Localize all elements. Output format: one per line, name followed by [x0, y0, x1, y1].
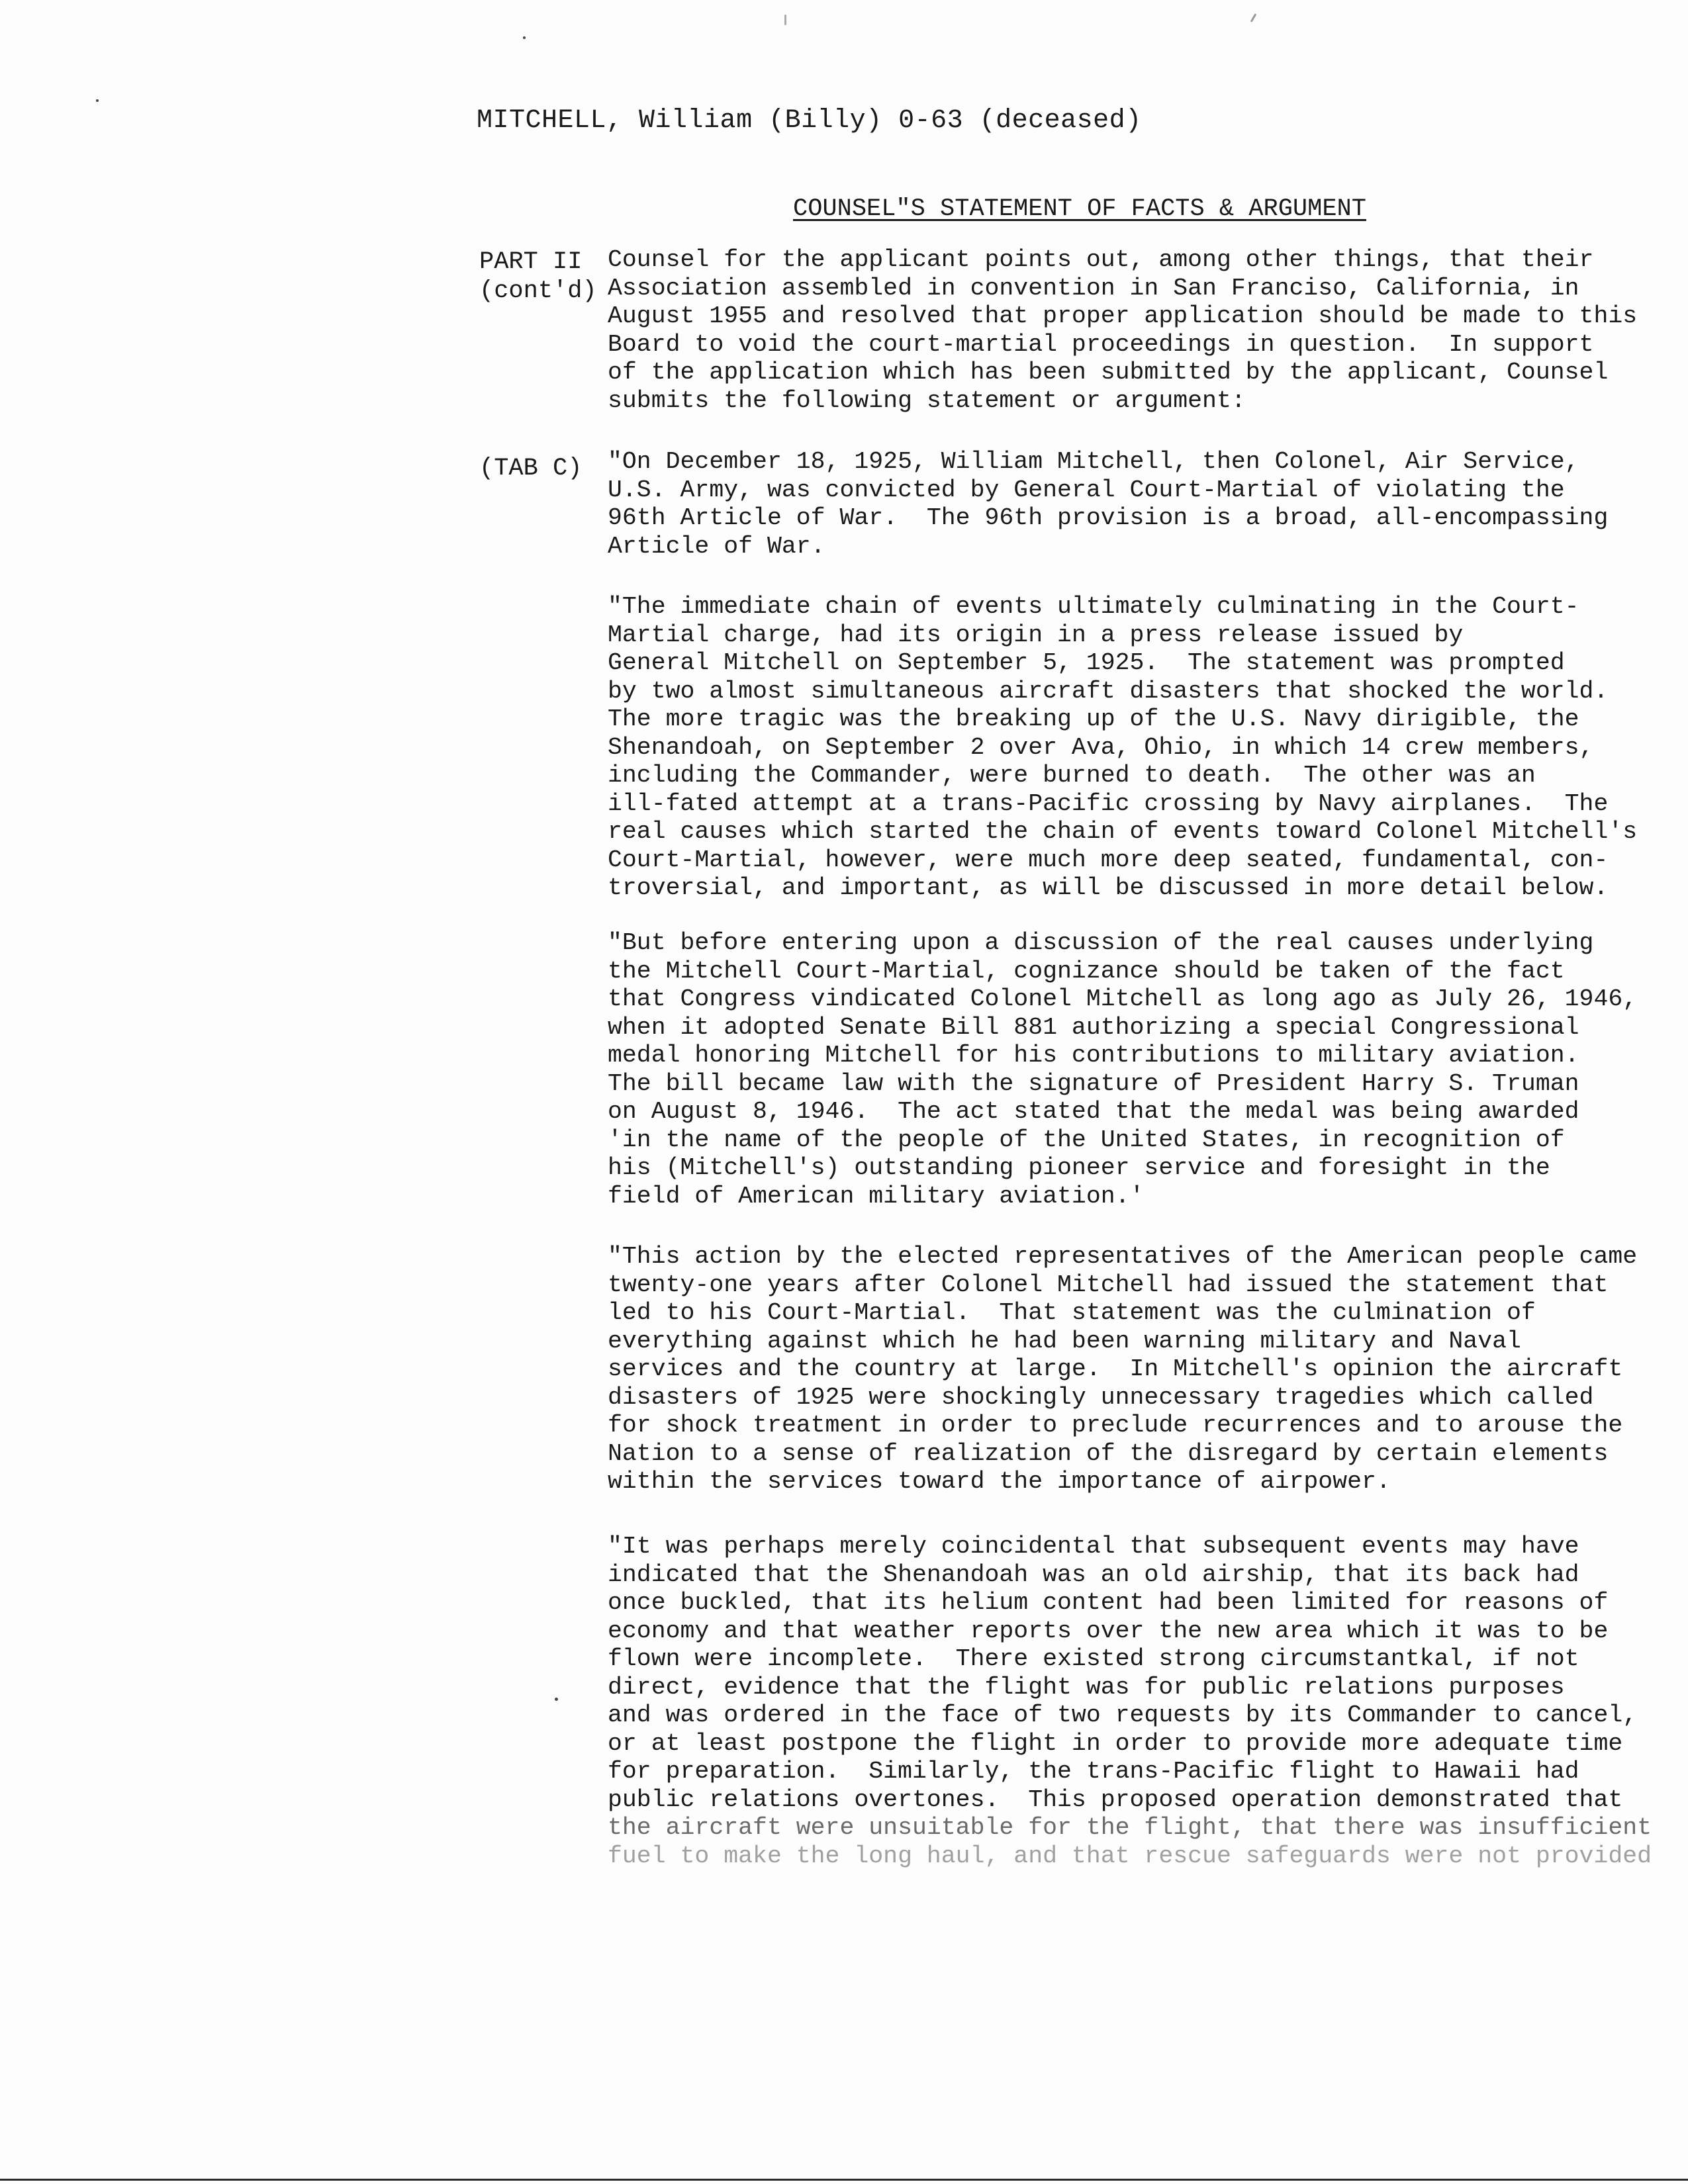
text-line: indicated that the Shenandoah was an old airship, that its back had [608, 1561, 1579, 1588]
text-line: August 1955 and resolved that proper application should be made to this [608, 302, 1638, 330]
scan-speck [555, 1698, 558, 1701]
text-line: U.S. Army, was convicted by General Court-Martial of violating the [608, 476, 1565, 504]
text-line: including the Commander, were burned to death. The other was an [608, 762, 1536, 789]
text-line: 96th Article of War. The 96th provision is a broad, all-encompassing [608, 504, 1609, 531]
text-line: Counsel for the applicant points out, among other things, that their [608, 246, 1594, 273]
text-line: Shenandoah, on September 2 over Ava, Ohio, in which 14 crew members, [608, 733, 1594, 761]
text-line: "On December 18, 1925, William Mitchell, then Colonel, Air Service, [608, 448, 1579, 475]
text-line: Martial charge, had its origin in a press release issued by [608, 621, 1464, 649]
scan-speck [96, 99, 99, 102]
text-line: "It was perhaps merely coincidental that subsequent events may have [608, 1533, 1579, 1560]
text-line: General Mitchell on September 5, 1925. The statement was prompted [608, 649, 1565, 676]
text-line: that Congress vindicated Colonel Mitchell as long ago as July 26, 1946, [608, 985, 1638, 1013]
paragraph-1 [608, 246, 1640, 415]
text-line: or at least postpone the flight in order to provide more adequate time [608, 1729, 1623, 1757]
text-line: the Mitchell Court-Martial, cognizance should be taken of the fact [608, 957, 1565, 985]
text-line: real causes which started the chain of events toward Colonel Mitchell's [608, 818, 1638, 845]
text-line: Board to void the court-martial proceedings in question. In support [608, 330, 1594, 358]
part-label-line-1: PART II [479, 248, 583, 276]
text-line: Court-Martial, however, were much more deep seated, fundamental, con- [608, 846, 1609, 874]
text-line: Association assembled in convention in San Franciso, California, in [608, 274, 1579, 302]
scan-speck [1250, 13, 1257, 23]
paragraph-6 [608, 1533, 1652, 1870]
text-line: led to his Court-Martial. That statement was the culmination of [608, 1299, 1536, 1326]
text-line: "But before entering upon a discussion of the real causes underlying [608, 929, 1594, 956]
text-line: of the application which has been submitted by the applicant, Counsel [608, 359, 1609, 386]
text-line: and was ordered in the face of two requests by its Commander to cancel, [608, 1702, 1638, 1729]
text-line: submits the following statement or argument: [608, 387, 1246, 414]
case-header: MITCHELL, William (Billy) 0-63 (deceased) [477, 106, 1142, 136]
text-line: twenty-one years after Colonel Mitchell had issued the statement that [608, 1271, 1609, 1298]
text-line: fuel to make the long haul, and that rescue safeguards were not provided [608, 1842, 1652, 1870]
text-line: 'in the name of the people of the United States, in recognition of [608, 1126, 1565, 1154]
text-line: The bill became law with the signature of President Harry S. Truman [608, 1069, 1579, 1097]
text-line: by two almost simultaneous aircraft disasters that shocked the world. [608, 677, 1609, 705]
text-line: when it adopted Senate Bill 881 authorizing a special Congressional [608, 1013, 1579, 1041]
text-line: within the services toward the importance of airpower. [608, 1468, 1391, 1495]
text-line: the aircraft were unsuitable for the flight, that there was insufficient [608, 1814, 1652, 1841]
scan-speck [784, 15, 786, 25]
text-line: services and the country at large. In Mitchell's opinion the aircraft [608, 1355, 1623, 1383]
part-label-line-2: (cont'd) [479, 277, 597, 305]
paragraph-2 [608, 448, 1640, 561]
paragraph-5 [608, 1243, 1640, 1496]
text-line: flown were incomplete. There existed strong circumstantkal, if not [608, 1645, 1579, 1672]
document-title: COUNSEL"S STATEMENT OF FACTS & ARGUMENT [793, 195, 1366, 223]
text-line: everything against which he had been warning military and Naval [608, 1327, 1521, 1355]
text-line: direct, evidence that the flight was for public relations purposes [608, 1673, 1565, 1701]
text-line: Article of War. [608, 532, 825, 560]
text-line: his (Mitchell's) outstanding pioneer service and foresight in the [608, 1154, 1550, 1181]
text-line: field of American military aviation.' [608, 1182, 1145, 1210]
text-line: ill-fated attempt at a trans-Pacific crossing by Navy airplanes. The [608, 790, 1609, 817]
text-line: economy and that weather reports over the new area which it was to be [608, 1617, 1609, 1645]
text-line: The more tragic was the breaking up of the U.S. Navy dirigible, the [608, 705, 1579, 733]
paragraph-3 [608, 593, 1640, 903]
text-line: for preparation. Similarly, the trans-Pacific flight to Hawaii had [608, 1758, 1579, 1785]
text-line: once buckled, that its helium content had been limited for reasons of [608, 1589, 1609, 1616]
text-line: disasters of 1925 were shockingly unnecessary tragedies which called [608, 1383, 1594, 1411]
scan-speck [523, 36, 526, 39]
tab-label: (TAB C) [479, 455, 583, 482]
text-line: public relations overtones. This proposed operation demonstrated that [608, 1786, 1623, 1813]
paragraph-4 [608, 929, 1640, 1210]
text-line: for shock treatment in order to preclude recurrences and to arouse the [608, 1412, 1623, 1439]
scan-edge-line [0, 2179, 1688, 2181]
text-line: troversial, and important, as will be discussed in more detail below. [608, 874, 1609, 901]
text-line: on August 8, 1946. The act stated that the medal was being awarded [608, 1098, 1579, 1125]
text-line: Nation to a sense of realization of the disregard by certain elements [608, 1439, 1609, 1467]
text-line: "The immediate chain of events ultimately culminating in the Court- [608, 593, 1579, 620]
text-line: medal honoring Mitchell for his contributions to military aviation. [608, 1042, 1579, 1069]
part-label [479, 248, 597, 306]
text-line: "This action by the elected representatives of the American people came [608, 1243, 1638, 1270]
